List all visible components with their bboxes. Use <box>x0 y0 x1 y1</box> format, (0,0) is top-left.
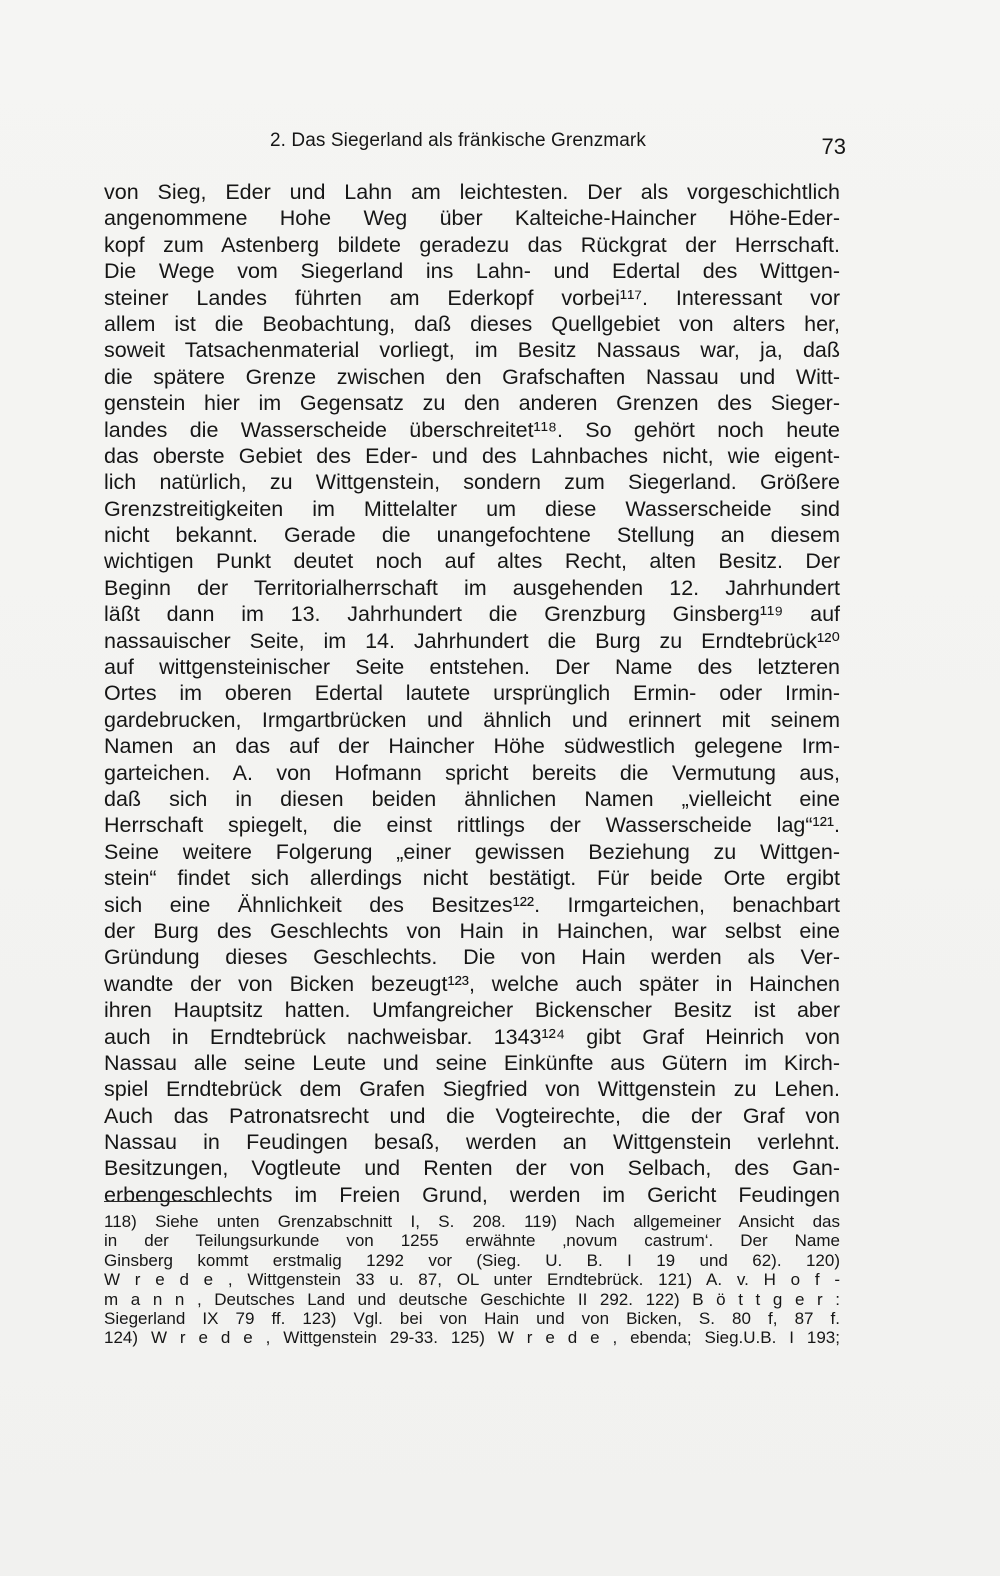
footnotes <box>104 1212 840 1348</box>
page-header <box>270 130 846 162</box>
text-line: Herrschaft spiegelt, die einst rittlings der Wasserscheide lag“¹²¹. <box>104 813 840 838</box>
text-line: läßt dann im 13. Jahrhundert die Grenzburg Ginsberg¹¹⁹ auf <box>104 602 840 627</box>
text-line: nicht bekannt. Gerade die unangefochtene Stellung an diesem <box>104 523 840 548</box>
footnote-line: Ginsberg kommt erstmalig 1292 vor (Sieg. U. B. I 19 und 62). 120) <box>104 1250 840 1270</box>
footnote-line: 124) W r e d e , Wittgenstein 29-33. 125) W r e d e , ebenda; Sieg.U.B. I 193; <box>104 1328 840 1348</box>
text-line: Beginn der Territorialherrschaft im ausgehenden 12. Jahrhundert <box>104 575 840 600</box>
text-line: das oberste Gebiet des Eder- und des Lahnbaches nicht, wie eigent- <box>104 443 840 468</box>
text-line: ihren Hauptsitz hatten. Umfangreicher Bickenscher Besitz ist aber <box>104 998 840 1023</box>
text-line: die spätere Grenze zwischen den Grafschaften Nassau und Witt- <box>104 364 840 389</box>
text-line: allem ist die Beobachtung, daß dieses Quellgebiet von alters her, <box>104 311 840 336</box>
text-line: Gründung dieses Geschlechts. Die von Hain werden als Ver- <box>104 945 840 970</box>
text-line: Nassau in Feudingen besaß, werden an Wittgenstein verlehnt. <box>104 1130 840 1155</box>
text-line: Seine weitere Folgerung „einer gewissen Beziehung zu Wittgen- <box>104 839 840 864</box>
footnote-line: Siegerland IX 79 ff. 123) Vgl. bei von Hain und von Bicken, S. 80 f, 87 f. <box>104 1308 840 1328</box>
text-line: wandte der von Bicken bezeugt¹²³, welche auch später in Hainchen <box>104 971 840 996</box>
footnote-line: W r e d e , Wittgenstein 33 u. 87, OL unter Erndtebrück. 121) A. v. H o f - <box>104 1270 840 1290</box>
footnote-divider <box>104 1201 220 1202</box>
body-text <box>104 179 840 1208</box>
text-line: landes die Wasserscheide überschreitet¹¹⁸. So gehört noch heute <box>104 417 840 442</box>
text-line: nassauischer Seite, im 14. Jahrhundert die Burg zu Erndtebrück¹²⁰ <box>104 628 840 653</box>
text-line: garteichen. A. von Hofmann spricht bereits die Vermutung aus, <box>104 760 840 785</box>
text-line: Auch das Patronatsrecht und die Vogteirechte, die der Graf von <box>104 1103 840 1128</box>
text-line: gardebrucken, Irmgartbrücken und ähnlich und erinnert mit seinem <box>104 707 840 732</box>
text-line: daß sich in diesen beiden ähnlichen Namen „vielleicht eine <box>104 786 840 811</box>
running-head: 2. Das Siegerland als fränkische Grenzmark <box>270 130 646 151</box>
text-line: Namen an das auf der Haincher Höhe südwestlich gelegene Irm- <box>104 734 840 759</box>
text-line: angenommene Hohe Weg über Kalteiche-Haincher Höhe-Eder- <box>104 206 840 231</box>
text-line: sich eine Ähnlichkeit des Besitzes¹²². Irmgarteichen, benachbart <box>104 892 840 917</box>
text-line: steiner Landes führten am Ederkopf vorbei¹¹⁷. Interessant vor <box>104 285 840 310</box>
footnote-line: 118) Siehe unten Grenzabschnitt I, S. 208. 119) Nach allgemeiner Ansicht das <box>104 1212 840 1231</box>
page-number: 73 <box>821 134 846 159</box>
text-line: lich natürlich, zu Wittgenstein, sondern zum Siegerland. Größere <box>104 470 840 495</box>
text-line: auch in Erndtebrück nachweisbar. 1343¹²⁴ gibt Graf Heinrich von <box>104 1024 840 1049</box>
text-line: kopf zum Astenberg bildete geradezu das Rückgrat der Herrschaft. <box>104 232 840 257</box>
text-line: spiel Erndtebrück dem Grafen Siegfried von Wittgenstein zu Lehen. <box>104 1077 840 1102</box>
text-line: genstein hier im Gegensatz zu den anderen Grenzen des Sieger- <box>104 391 840 416</box>
text-line: soweit Tatsachenmaterial vorliegt, im Besitz Nassaus war, ja, daß <box>104 338 840 363</box>
footnote-line: in der Teilungsurkunde von 1255 erwähnte ‚novum castrum‘. Der Name <box>104 1231 840 1251</box>
text-line: Die Wege vom Siegerland ins Lahn- und Edertal des Wittgen- <box>104 259 840 284</box>
text-line: auf wittgensteinischer Seite entstehen. Der Name des letzteren <box>104 655 840 680</box>
text-line: wichtigen Punkt deutet noch auf altes Recht, alten Besitz. Der <box>104 549 840 574</box>
text-line: Besitzungen, Vogtleute und Renten der von Selbach, des Gan- <box>104 1156 840 1181</box>
text-line: stein“ findet sich allerdings nicht bestätigt. Für beide Orte ergibt <box>104 866 840 891</box>
text-line: Ortes im oberen Edertal lautete ursprünglich Ermin- oder Irmin- <box>104 681 840 706</box>
text-line: erbengeschlechts im Freien Grund, werden im Gericht Feudingen <box>104 1182 840 1207</box>
text-line: Grenzstreitigkeiten im Mittelalter um diese Wasserscheide sind <box>104 496 840 521</box>
text-line: von Sieg, Eder und Lahn am leichtesten. Der als vorgeschichtlich <box>104 180 840 204</box>
text-line: der Burg des Geschlechts von Hain in Hainchen, war selbst eine <box>104 918 840 943</box>
footnote-line: m a n n , Deutsches Land und deutsche Geschichte II 292. 122) B ö t t g e r : <box>104 1289 840 1309</box>
text-line: Nassau alle seine Leute und seine Einkünfte aus Gütern im Kirch- <box>104 1050 840 1075</box>
